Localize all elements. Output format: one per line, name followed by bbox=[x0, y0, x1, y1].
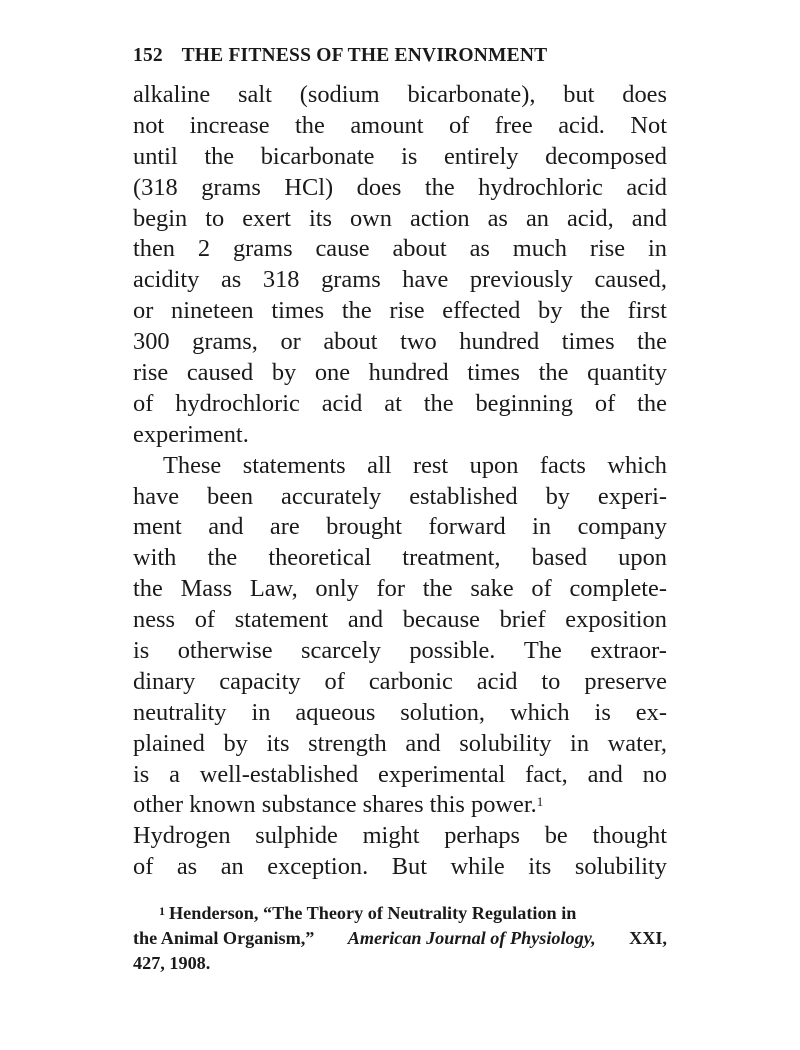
word: the bbox=[424, 173, 455, 201]
word: times bbox=[561, 328, 615, 356]
word: upon bbox=[469, 451, 519, 479]
word: rise bbox=[589, 235, 626, 263]
word: and bbox=[405, 729, 441, 757]
word: and bbox=[587, 760, 623, 788]
word: solubility bbox=[459, 729, 552, 757]
word: Mass bbox=[180, 575, 233, 603]
word: in bbox=[647, 235, 667, 263]
text-line bbox=[133, 636, 667, 667]
word: of bbox=[194, 606, 216, 634]
word: the bbox=[207, 544, 238, 572]
word: of bbox=[594, 389, 616, 417]
word: neutrality bbox=[133, 698, 227, 726]
text-line bbox=[133, 729, 667, 760]
word: acidity bbox=[133, 266, 200, 294]
word: otherwise bbox=[177, 637, 273, 665]
word: 300 bbox=[133, 328, 170, 356]
word: hydrochloric bbox=[175, 389, 300, 417]
text-line bbox=[133, 482, 667, 513]
word: until bbox=[133, 142, 178, 170]
text-line bbox=[133, 821, 667, 852]
word: in bbox=[570, 729, 590, 757]
word: extraor- bbox=[590, 637, 667, 665]
word: solubility bbox=[574, 853, 667, 881]
word: two bbox=[400, 328, 437, 356]
word: quantity bbox=[587, 359, 667, 387]
word: about bbox=[323, 328, 378, 356]
word: by bbox=[545, 482, 570, 510]
word: by bbox=[223, 729, 248, 757]
word: but bbox=[563, 81, 595, 108]
text-line bbox=[133, 389, 667, 420]
word: nineteen bbox=[171, 297, 254, 325]
word: aqueous bbox=[295, 698, 376, 726]
word: effected bbox=[442, 297, 521, 325]
word: have bbox=[402, 266, 449, 294]
word: is bbox=[401, 142, 418, 170]
word: experi- bbox=[597, 482, 667, 510]
word: a bbox=[169, 760, 180, 788]
word: The bbox=[523, 637, 562, 665]
word: acid bbox=[626, 173, 667, 201]
word: plained bbox=[133, 729, 205, 757]
text-line bbox=[133, 512, 667, 543]
word: caused, bbox=[594, 266, 667, 294]
text-line bbox=[133, 760, 667, 791]
word: increase bbox=[189, 111, 270, 139]
word: acid. bbox=[558, 111, 605, 139]
word: forward bbox=[428, 513, 506, 541]
word: sulphide bbox=[255, 822, 338, 850]
word: (sodium bbox=[299, 81, 380, 108]
word: grams, bbox=[192, 328, 258, 356]
word: cause bbox=[315, 235, 370, 263]
word: But bbox=[391, 853, 427, 881]
word: acid bbox=[476, 667, 518, 695]
word: which bbox=[509, 698, 570, 726]
word: carbonic bbox=[368, 667, 453, 695]
word: brief bbox=[499, 606, 546, 634]
text-line bbox=[133, 80, 667, 111]
word: the bbox=[341, 297, 372, 325]
word: facts bbox=[539, 451, 586, 479]
word: amount bbox=[350, 111, 424, 139]
word: while bbox=[450, 853, 505, 881]
text-line-with-footnote-ref bbox=[133, 790, 667, 821]
word: might bbox=[362, 822, 420, 850]
word: as bbox=[469, 235, 490, 263]
body-text bbox=[133, 80, 667, 883]
word: based bbox=[531, 544, 588, 572]
word: in bbox=[251, 698, 271, 726]
footnote-line-1-wrap bbox=[159, 901, 576, 926]
text-line bbox=[133, 698, 667, 729]
footnote-text: Henderson, “The Theory of Neutrality Regulation in bbox=[169, 903, 577, 924]
word: hydrochloric bbox=[478, 173, 603, 201]
word: possible. bbox=[409, 637, 496, 665]
word: in bbox=[532, 513, 552, 541]
word: its bbox=[528, 853, 552, 881]
word: much bbox=[512, 235, 567, 263]
text-line bbox=[133, 543, 667, 574]
word: 2 bbox=[197, 235, 211, 263]
footnote bbox=[133, 901, 667, 976]
word: is bbox=[133, 637, 150, 665]
volume-number: XXI, bbox=[629, 928, 667, 949]
word: is bbox=[133, 760, 150, 788]
word: statement bbox=[234, 606, 329, 634]
word: of bbox=[531, 575, 552, 603]
word: solution, bbox=[400, 698, 485, 726]
word: the bbox=[133, 575, 163, 603]
word: decomposed bbox=[545, 142, 667, 170]
word: then bbox=[133, 235, 175, 263]
word: the bbox=[422, 575, 453, 603]
word: previously bbox=[469, 266, 573, 294]
word: Hydrogen bbox=[133, 822, 231, 850]
word: only bbox=[315, 575, 359, 603]
text-line bbox=[133, 327, 667, 358]
text-line bbox=[133, 265, 667, 296]
word: grams bbox=[321, 266, 381, 294]
page-number: 152 bbox=[133, 45, 163, 66]
word: well-established bbox=[199, 760, 359, 788]
word: rise bbox=[133, 359, 169, 387]
text-line bbox=[133, 451, 667, 482]
word: and bbox=[208, 513, 244, 541]
word: does bbox=[356, 173, 402, 201]
word: the bbox=[637, 328, 667, 356]
word: with bbox=[133, 544, 177, 572]
word: been bbox=[207, 482, 254, 510]
word: theoretical bbox=[268, 544, 372, 572]
word: Not bbox=[630, 111, 667, 139]
word: strength bbox=[308, 729, 387, 757]
word: or bbox=[133, 297, 154, 325]
word: all bbox=[367, 451, 392, 479]
word: or bbox=[280, 328, 301, 356]
word: of bbox=[133, 389, 154, 417]
word: caused bbox=[186, 359, 254, 387]
word: are bbox=[269, 513, 300, 541]
word: acid, bbox=[566, 204, 614, 232]
word: times bbox=[467, 359, 521, 387]
word: action bbox=[410, 204, 470, 232]
word: as bbox=[487, 204, 508, 232]
word: (318 bbox=[133, 173, 178, 201]
text-line bbox=[133, 173, 667, 204]
word: exert bbox=[242, 204, 291, 232]
word: acid bbox=[321, 389, 363, 417]
word: have bbox=[133, 482, 180, 510]
footnote-line bbox=[133, 901, 667, 926]
footnote-marker: 1 bbox=[159, 904, 165, 919]
word: rise bbox=[389, 297, 425, 325]
word: is bbox=[594, 698, 611, 726]
word: times bbox=[271, 297, 325, 325]
word: and bbox=[631, 204, 667, 232]
word: of bbox=[324, 667, 345, 695]
word: because bbox=[402, 606, 480, 634]
text-line-content: other known substance shares this power. bbox=[133, 791, 537, 819]
word: no bbox=[642, 760, 667, 788]
word: ness bbox=[133, 606, 176, 634]
word: for bbox=[376, 575, 405, 603]
running-header bbox=[133, 44, 667, 80]
word: 318 bbox=[262, 266, 300, 294]
word: exposition bbox=[565, 606, 667, 634]
footnote-text: the Animal Organism,” bbox=[133, 928, 315, 949]
footnote-line bbox=[133, 926, 667, 951]
word: the bbox=[295, 111, 325, 139]
text-line bbox=[133, 852, 667, 883]
word: does bbox=[622, 81, 667, 108]
word: by bbox=[538, 297, 563, 325]
word: own bbox=[349, 204, 392, 232]
footnote-reference[interactable]: 1 bbox=[536, 794, 544, 810]
word: ment bbox=[133, 513, 182, 541]
word: one bbox=[314, 359, 351, 387]
footnote-line: 427, 1908. bbox=[133, 953, 211, 974]
word: grams bbox=[232, 235, 293, 263]
word: HCl) bbox=[284, 173, 334, 201]
word: alkaline bbox=[133, 81, 211, 108]
word: statements bbox=[242, 451, 346, 479]
word: established bbox=[409, 482, 518, 510]
word: hundred bbox=[459, 328, 540, 356]
word: of bbox=[448, 111, 470, 139]
word: treatment, bbox=[402, 544, 501, 572]
word: capacity bbox=[219, 667, 301, 695]
text-line bbox=[133, 296, 667, 327]
word: free bbox=[494, 111, 533, 139]
word: Law, bbox=[249, 575, 298, 603]
text-line bbox=[133, 358, 667, 389]
text-line: experiment. bbox=[133, 420, 249, 448]
word: as bbox=[176, 853, 198, 881]
word: an bbox=[525, 204, 549, 232]
paragraph bbox=[133, 80, 667, 451]
word: brought bbox=[326, 513, 403, 541]
word: begin bbox=[133, 204, 188, 232]
word: company bbox=[577, 513, 667, 541]
text-line bbox=[133, 667, 667, 698]
word: at bbox=[384, 389, 402, 417]
word: its bbox=[308, 204, 332, 232]
word: upon bbox=[618, 544, 667, 572]
word: perhaps bbox=[444, 822, 521, 850]
word: bicarbonate bbox=[260, 142, 375, 170]
word: dinary bbox=[133, 667, 196, 695]
word: complete- bbox=[569, 575, 667, 603]
word: ex- bbox=[635, 698, 667, 726]
journal-title: American Journal of Physiology, bbox=[347, 928, 596, 949]
word: sake bbox=[470, 575, 514, 603]
word: These bbox=[163, 451, 222, 479]
word: the bbox=[204, 142, 235, 170]
word: the bbox=[538, 359, 569, 387]
word: salt bbox=[238, 81, 272, 108]
paragraph bbox=[133, 451, 667, 883]
word: about bbox=[392, 235, 447, 263]
word: grams bbox=[201, 173, 261, 201]
word: beginning bbox=[475, 389, 574, 417]
word: its bbox=[266, 729, 290, 757]
text-line bbox=[133, 111, 667, 142]
word: an bbox=[220, 853, 244, 881]
word: by bbox=[271, 359, 297, 387]
word: exception. bbox=[267, 853, 369, 881]
word: accurately bbox=[281, 482, 382, 510]
word: fact, bbox=[525, 760, 568, 788]
word: to bbox=[541, 667, 561, 695]
word: the bbox=[423, 389, 454, 417]
running-title: THE FITNESS OF THE ENVIRONMENT bbox=[181, 45, 548, 66]
word: entirely bbox=[443, 142, 519, 170]
word: preserve bbox=[584, 667, 667, 695]
text-line bbox=[133, 142, 667, 173]
book-page bbox=[133, 44, 667, 976]
word: be bbox=[544, 822, 568, 850]
text-line bbox=[133, 574, 667, 605]
text-line bbox=[133, 605, 667, 636]
word: water, bbox=[607, 729, 667, 757]
word: to bbox=[205, 204, 225, 232]
word: and bbox=[347, 606, 384, 634]
word: experimental bbox=[378, 760, 506, 788]
word: the bbox=[637, 389, 667, 417]
word: first bbox=[627, 297, 667, 325]
word: thought bbox=[592, 822, 667, 850]
text-line bbox=[133, 234, 667, 265]
word: bicarbonate), bbox=[407, 81, 536, 108]
word: the bbox=[580, 297, 610, 325]
word: not bbox=[133, 111, 165, 139]
word: which bbox=[607, 451, 667, 479]
word: scarcely bbox=[301, 637, 381, 665]
word: hundred bbox=[368, 359, 449, 387]
word: of bbox=[133, 853, 154, 881]
word: rest bbox=[412, 451, 449, 479]
text-line bbox=[133, 204, 667, 235]
word: as bbox=[220, 266, 242, 294]
